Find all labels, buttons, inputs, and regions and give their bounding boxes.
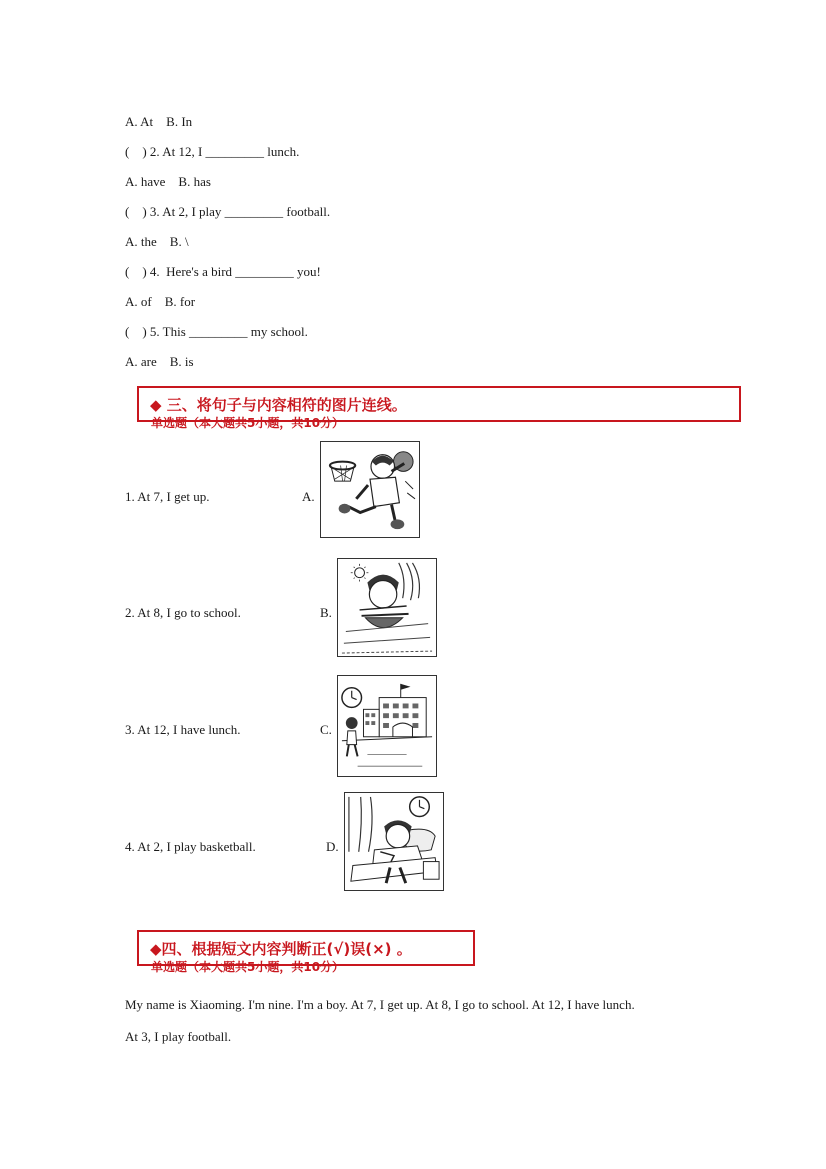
question-3: ( ) 3. At 2, I play _________ football. [125, 204, 331, 219]
school-building-picture [337, 675, 437, 777]
match-sentence-1: 1. At 7, I get up. [125, 489, 210, 504]
noodles-icon [338, 559, 436, 656]
eating-noodles-picture [337, 558, 437, 657]
option-line-2: A. have B. has [125, 174, 211, 189]
match-sentence-4: 4. At 2, I play basketball. [125, 839, 256, 854]
school-icon [338, 676, 436, 776]
option-line-5: A. are B. is [125, 354, 194, 369]
passage-line-2: At 3, I play football. [125, 1029, 232, 1044]
option-line-4: A. of B. for [125, 294, 196, 309]
section4-heading [137, 930, 475, 974]
section4-title: ◆四、根据短文内容判断正(√)误(×) 。 [150, 940, 412, 958]
passage-line-1: My name is Xiaoming. I'm nine. I'm a boy. At 7, I get up. At 8, I go to school. At 12, I have lunch. [125, 997, 635, 1012]
option-line-1: A. At B. In [125, 114, 193, 129]
match-option-a: A. [302, 489, 315, 504]
bed-icon [345, 793, 443, 890]
section3-heading [137, 386, 741, 430]
match-option-c: C. [320, 722, 332, 737]
question-4: ( ) 4. Here's a bird _________ you! [125, 264, 321, 279]
basketball-picture [320, 441, 420, 538]
question-2: ( ) 2. At 12, I _________ lunch. [125, 144, 300, 159]
basketball-icon [321, 442, 419, 537]
section4-subtitle-cut: 单选题（本大题共5小题，共10分） [151, 960, 345, 974]
match-sentence-3: 3. At 12, I have lunch. [125, 722, 241, 737]
match-option-d: D. [326, 839, 339, 854]
match-option-b: B. [320, 605, 332, 620]
match-sentence-2: 2. At 8, I go to school. [125, 605, 241, 620]
waking-up-picture [344, 792, 444, 891]
section3-title: ◆ 三、将句子与内容相符的图片连线。 [150, 396, 407, 414]
question-5: ( ) 5. This _________ my school. [125, 324, 308, 339]
section3-subtitle-cut: 单选题（本大题共5小题，共10分） [151, 416, 345, 430]
option-line-3: A. the B. \ [125, 234, 189, 249]
